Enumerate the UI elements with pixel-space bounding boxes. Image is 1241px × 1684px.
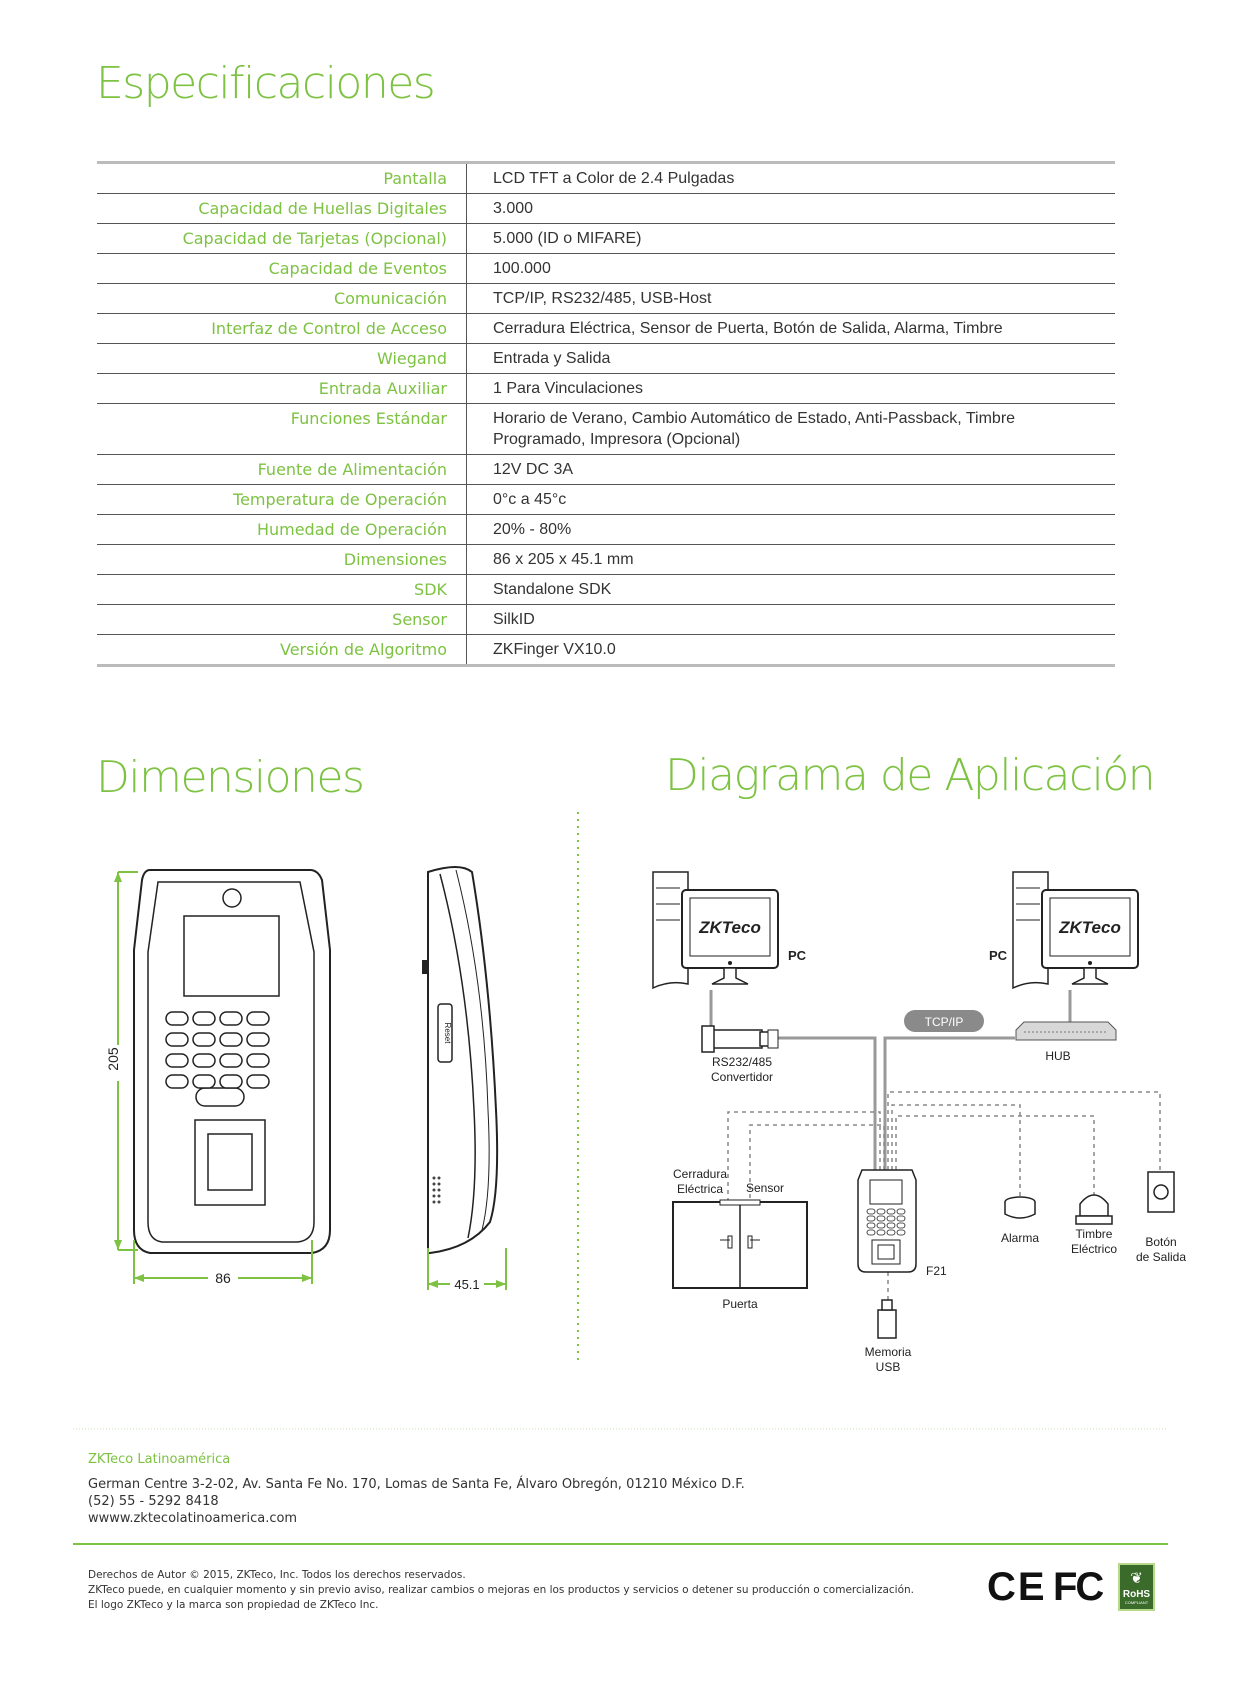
spec-value: SilkID [467,605,1116,635]
exit-label-line1: Botón [1145,1235,1177,1249]
spec-row [97,314,1115,344]
spec-row [97,163,1115,194]
network-hub [1016,1022,1116,1063]
footer-company: ZKTeco Latinoamérica [88,1452,231,1467]
spec-row [97,344,1115,374]
spec-value: 0°c a 45°c [467,485,1116,515]
f21-device [858,1170,947,1278]
rohs-compliant-label: COMPLIANT [1124,1600,1149,1605]
rs232-converter [702,1026,778,1084]
leaf-icon: ❦ [1130,1570,1143,1587]
spec-label: Entrada Auxiliar [97,374,467,404]
lock-label-line1: Cerradura [672,1167,728,1181]
door-label: Puerta [722,1297,758,1311]
keypad-key [166,1012,188,1025]
spec-row [97,374,1115,404]
keypad-key [247,1033,269,1046]
spec-row [97,254,1115,284]
alarm [1001,1197,1039,1245]
mini-keypad-key [877,1216,885,1221]
keypad-key [220,1033,242,1046]
spec-value: LCD TFT a Color de 2.4 Pulgadas [467,163,1116,194]
spec-row [97,575,1115,605]
spec-label: Comunicación [97,284,467,314]
spec-value: ZKFinger VX10.0 [493,641,616,658]
lock-label-line2: Eléctrica [676,1182,724,1196]
width-value: 86 [215,1270,231,1286]
dimensions-drawing [100,860,540,1300]
usb-label-line2: USB [875,1360,901,1374]
footer-notice: ZKTeco puede, en cualquier momento y sin previo aviso, realizar cambios o mejoras en los productos y servicios o detener su producción o comercialización. [88,1584,914,1596]
keypad-key [193,1075,215,1088]
keypad-key [193,1012,215,1025]
specifications-table [97,161,1115,667]
spec-label: Dimensiones [97,545,467,575]
spec-value: 3.000 [467,194,1116,224]
spec-value: Cerradura Eléctrica, Sensor de Puerta, Botón de Salida, Alarma, Timbre [467,314,1116,344]
keypad-key [247,1054,269,1067]
spec-value: TCP/IP, RS232/485, USB-Host [467,284,1116,314]
tcpip-label: TCP/IP [924,1015,964,1029]
spec-row [97,224,1115,254]
keypad-key [193,1033,215,1046]
pc-left-label: PC [788,948,807,963]
height-value: 205 [105,1047,121,1071]
mini-keypad-key [877,1209,885,1214]
rohs-mark [1118,1563,1155,1611]
spec-value: Entrada y Salida [467,344,1116,374]
spec-row [97,605,1115,635]
alarm-label: Alarma [1000,1231,1040,1245]
keypad-key [220,1012,242,1025]
spec-value: 20% - 80% [467,515,1116,545]
electric-bell [1071,1195,1117,1256]
keypad-key [193,1054,215,1067]
mini-keypad-key [877,1230,885,1235]
mini-keypad-key [867,1209,875,1214]
dimensions-title: Dimensiones [96,752,364,803]
spec-label: SDK [97,575,467,605]
spec-row [97,545,1115,575]
converter-label-line2: Convertidor [710,1070,774,1084]
keypad-key [220,1054,242,1067]
keypad-key [166,1033,188,1046]
footer-phone: (52) 55 - 5292 8418 [88,1494,219,1509]
depth-value: 45.1 [454,1277,480,1292]
spec-label: Versión de Algoritmo [97,635,467,666]
mini-keypad-key [877,1223,885,1228]
spec-label: Funciones Estándar [97,404,467,455]
spec-label: Fuente de Alimentación [97,455,467,485]
exit-label-line2: de Salida [1135,1250,1187,1264]
spec-row [97,635,1115,666]
mini-keypad-key [867,1230,875,1235]
converter-label-line1: RS232/485 [711,1055,773,1069]
keypad-key [166,1054,188,1067]
spec-value: 100.000 [467,254,1116,284]
door [673,1167,807,1311]
mini-keypad-key [887,1209,895,1214]
bell-label-line2: Eléctrico [1070,1242,1118,1256]
spec-value: 86 x 205 x 45.1 mm [467,545,1116,575]
spec-row [97,284,1115,314]
spec-value: Horario de Verano, Cambio Automático de Estado, Anti-Passback, Timbre Programado, Impresora (Opcional) [467,404,1116,455]
spec-row [97,485,1115,515]
mini-keypad-key [887,1216,895,1221]
spec-label: Capacidad de Eventos [97,254,467,284]
spec-row [97,515,1115,545]
exit-button [1136,1172,1186,1264]
fcc-mark: FC [1053,1565,1103,1609]
mini-keypad-key [867,1216,875,1221]
spec-label: Pantalla [97,163,467,194]
keypad-key [247,1012,269,1025]
spec-row [97,455,1115,485]
spec-value: Standalone SDK [467,575,1116,605]
keypad-key [247,1075,269,1088]
hub-label: HUB [1045,1049,1071,1063]
spec-label: Sensor [97,605,467,635]
spec-row [97,194,1115,224]
mini-keypad-key [897,1209,905,1214]
spec-value: 1 Para Vinculaciones [467,374,1116,404]
spec-label: Capacidad de Tarjetas (Opcional) [97,224,467,254]
footer-trademark: El logo ZKTeco y la marca son propiedad de ZKTeco Inc. [88,1599,379,1611]
ce-mark: CE [987,1565,1047,1609]
spec-label: Temperatura de Operación [97,485,467,515]
bell-label-line1: Timbre [1075,1227,1113,1241]
device-side-view [422,867,497,1253]
application-diagram-title: Diagrama de Aplicación [665,750,1155,801]
mini-keypad-key [897,1230,905,1235]
usb-label-line1: Memoria [864,1345,912,1359]
pc-left [653,872,807,988]
zkteco-logo: ZKTeco [699,918,761,937]
spec-label: Interfaz de Control de Acceso [97,314,467,344]
application-diagram [640,860,1200,1380]
mini-keypad-key [887,1230,895,1235]
footer-address: German Centre 3-2-02, Av. Santa Fe No. 170, Lomas de Santa Fe, Álvaro Obregón, 01210 México D.F. [88,1477,745,1492]
sensor-label: Sensor [745,1181,785,1195]
zkteco-logo: ZKTeco [1059,918,1121,937]
spec-label: Capacidad de Huellas Digitales [97,194,467,224]
section-divider [575,812,581,1364]
rohs-label: RoHS [1122,1589,1151,1600]
footer-dotted-rule [73,1428,1168,1431]
spec-value: 12V DC 3A [467,455,1116,485]
pc-right-label: PC [989,948,1008,963]
depth-dimension [428,1248,506,1293]
footer-copyright: Derechos de Autor © 2015, ZKTeco, Inc. Todos los derechos reservados. [88,1569,466,1581]
spec-row [97,404,1115,455]
usb-memory [865,1300,912,1374]
mini-keypad-key [887,1223,895,1228]
pc-right [989,872,1138,988]
mini-keypad-key [897,1223,905,1228]
mini-keypad-key [897,1216,905,1221]
keypad-key [220,1075,242,1088]
reset-label: Reset [443,1022,452,1044]
specifications-title: Especificaciones [96,58,435,109]
mini-keypad-key [867,1223,875,1228]
footer-website[interactable]: wwww.zktecolatinoamerica.com [88,1511,298,1526]
keypad-key [166,1075,188,1088]
footer-rule [73,1543,1168,1545]
spec-label: Wiegand [97,344,467,374]
spec-value: 5.000 (ID o MIFARE) [467,224,1116,254]
spec-label: Humedad de Operación [97,515,467,545]
f21-label: F21 [926,1264,947,1278]
